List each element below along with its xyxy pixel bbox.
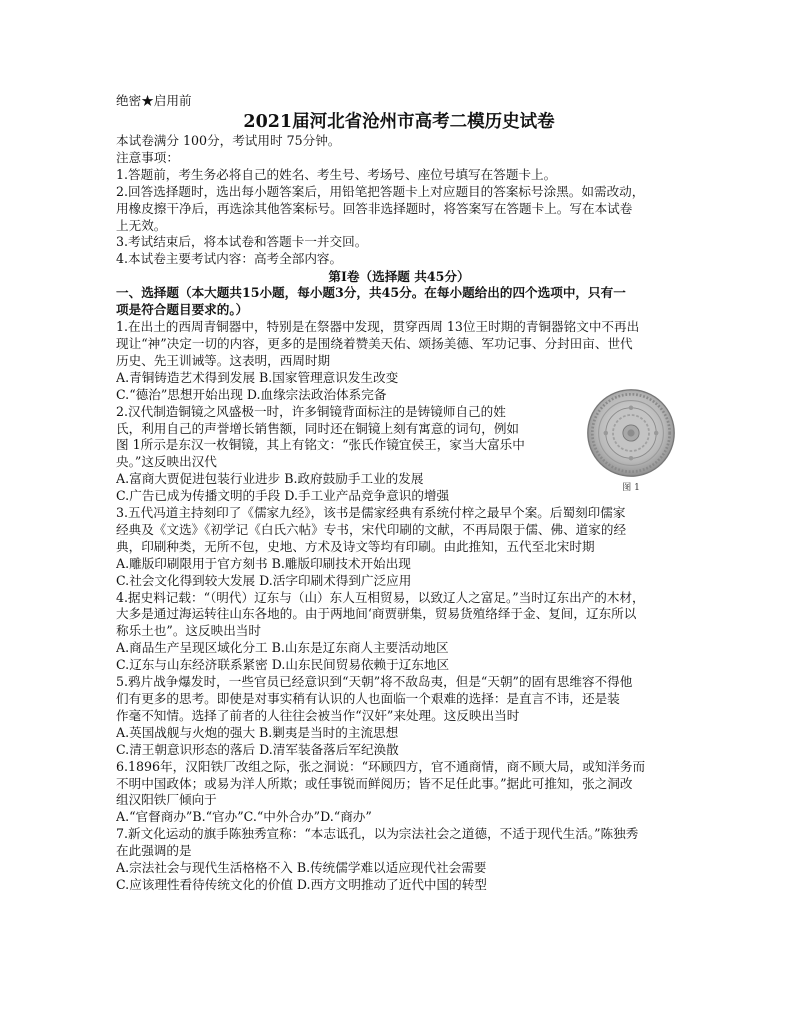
- intro-line: 3.考试结束后，将本试卷和答题卡一并交回。: [116, 234, 368, 250]
- question-line: 组汉阳铁厂倾向于: [116, 792, 217, 808]
- confidential-label: 绝密★启用前: [116, 93, 192, 108]
- question-line: 大多是通过海运转往山东各地的。由于两地间‘商贾骈集，贸易货殖络绎于金、复间，辽东所以: [116, 606, 637, 622]
- intro-line: 1.答题前，考生务必将自己的姓名、考生号、考场号、座位号填写在答题卡上。: [116, 166, 557, 182]
- exam-page: [116, 92, 682, 894]
- section-title: 第Ⅰ卷（选择题 共45分）: [328, 269, 470, 285]
- question-line: 6.1896年，汉阳铁厂改组之际，张之洞说：“环顾四方，官不通商情，商不顾大局，或知洋务而: [116, 758, 646, 774]
- question-line: A.英国战舰与火炮的强大 B.剿夷是当时的主流思想: [116, 724, 399, 740]
- question-line: 1.在出土的西周青铜器中，特别是在祭器中发现，贯穿西周 13位王时期的青铜器铭文中不再出: [116, 319, 640, 335]
- figure-caption: 图 1: [622, 483, 640, 493]
- intro-line: 本试卷满分 100分，考试用时 75分钟。: [116, 133, 341, 148]
- question-line: 5.鸦片战争爆发时，一些官员已经意识到“天朝”将不敌岛夷，但是“天朝”的固有思维容不得他: [116, 674, 633, 690]
- intro-line: 4.本试卷主要考试内容：高考全部内容。: [116, 251, 343, 267]
- instruction-line: 项是符合题目要求的。）: [116, 302, 249, 318]
- question-line: A.青铜铸造艺术得到发展 B.国家管理意识发生改变: [116, 369, 399, 385]
- question-line: A.富商大贾促进包装行业进步 B.政府鼓励手工业的发展: [116, 471, 424, 487]
- bronze-mirror-figure: [586, 388, 676, 494]
- question-line: 4.据史料记载：“（明代）辽东与（山）东人互相贸易，以致辽人之富足。”当时辽东出产的木材，: [116, 589, 645, 605]
- exam-title: 2021届河北省沧州市高考二模历史试卷: [243, 112, 555, 132]
- question-line: 不明中国政体；或易为洋人所欺；或任事锐而鲜阅历；皆不足任此事。”据此可推知，张之洞改: [116, 775, 633, 791]
- question-line: 2.汉代制造铜镜之风盛极一时，许多铜镜背面标注的是铸镜师自己的姓: [116, 403, 506, 419]
- intro-line: 用橡皮擦干净后，再选涂其他答案标号。回答非选择题时，将答案写在答题卡上。写在本试卷: [116, 200, 633, 216]
- question-line: 7.新文化运动的旗手陈独秀宣称：“本志诋孔，以为宗法社会之道德，不适于现代生活。”陈独秀: [116, 826, 639, 842]
- question-line: A.商品生产呈现区域化分工 B.山东是辽东商人主要活动地区: [116, 640, 449, 656]
- question-line: C.应该理性看待传统文化的价值 D.西方文明推动了近代中国的转型: [116, 876, 487, 892]
- question-line: C.“德治”思想开始出现 D.血缘宗法政治体系完备: [116, 386, 387, 402]
- question-line: 在此强调的是: [116, 843, 192, 859]
- question-line: 3.五代冯道主持刻印了《儒家九经》，该书是儒家经典有系统付梓之最早个案。后蜀刻印儒家: [116, 505, 626, 521]
- question-line: 氏，利用自己的声誉增长销售额，同时还在铜镜上刻有寓意的词句，例如: [116, 420, 519, 436]
- question-line: 经典及《文选》《初学记《白氏六帖》专书，宋代印刷的文献，不再局限于儒、佛、道家的经: [116, 521, 627, 537]
- question-line: 们有更多的思考。即使是对事实稍有认识的人也面临一个艰难的选择：是直言不讳，还是装: [116, 691, 620, 706]
- question-line: A.宗法社会与现代生活格格不入 B.传统儒学难以适应现代社会需要: [116, 860, 487, 876]
- question-line: C.清王朝意识形态的落后 D.清军装备落后军纪涣散: [116, 741, 399, 757]
- intro-line: 注意事项：: [116, 149, 179, 165]
- question-line: 作毫不知情。选择了前者的人往往会被当作“汉奸”来处理。这反映出当时: [116, 707, 520, 723]
- question-line: 图 1所示是东汉一枚铜镜，其上有铭文：“张氏作镜宜侯王，家当大富乐中: [116, 437, 525, 453]
- intro-line: 上无效。: [116, 217, 167, 233]
- question-line: A.“官督商办”B.“官办”C.“中外合办”D.“商办”: [116, 809, 372, 825]
- bronze-mirror-image: [586, 388, 676, 478]
- question-line: A.雕版印刷限用于官方刻书 B.雕版印刷技术开始出现: [116, 555, 411, 571]
- section-instructions: [116, 285, 682, 319]
- instruction-line: 一、选择题（本大题共15小题，每小题3分，共45分。在每小题给出的四个选项中，只有一: [116, 285, 626, 301]
- question-line: C.广告已成为传播文明的手段 D.手工业产品竞争意识的增强: [116, 488, 450, 504]
- question-line: C.辽东与山东经济联系紧密 D.山东民间贸易依赖于辽东地区: [116, 657, 450, 673]
- question-line: 历史、先王训诫等。这表明，西周时期: [116, 352, 331, 368]
- question-line: 称乐土也”。这反映出当时: [116, 623, 261, 639]
- question-line: C.社会文化得到较大发展 D.活字印刷术得到广泛应用: [116, 572, 412, 588]
- question-line: 央。”这反映出汉代: [116, 454, 217, 470]
- intro-line: 2.回答选择题时，选出每小题答案后，用铅笔把答题卡上对应题目的答案标号涂黑。如需改动，: [116, 183, 645, 199]
- intro-block: [116, 133, 682, 268]
- question-line: 典，印刷种类，无所不包，史地、方术及诗文等均有印刷。由此推知，五代至北宋时期: [116, 538, 595, 554]
- question-line: 现让“神”决定一切的内容，更多的是围绕着赞美天佑、颂扬美德、军功记事、分封田亩、世代: [116, 335, 633, 351]
